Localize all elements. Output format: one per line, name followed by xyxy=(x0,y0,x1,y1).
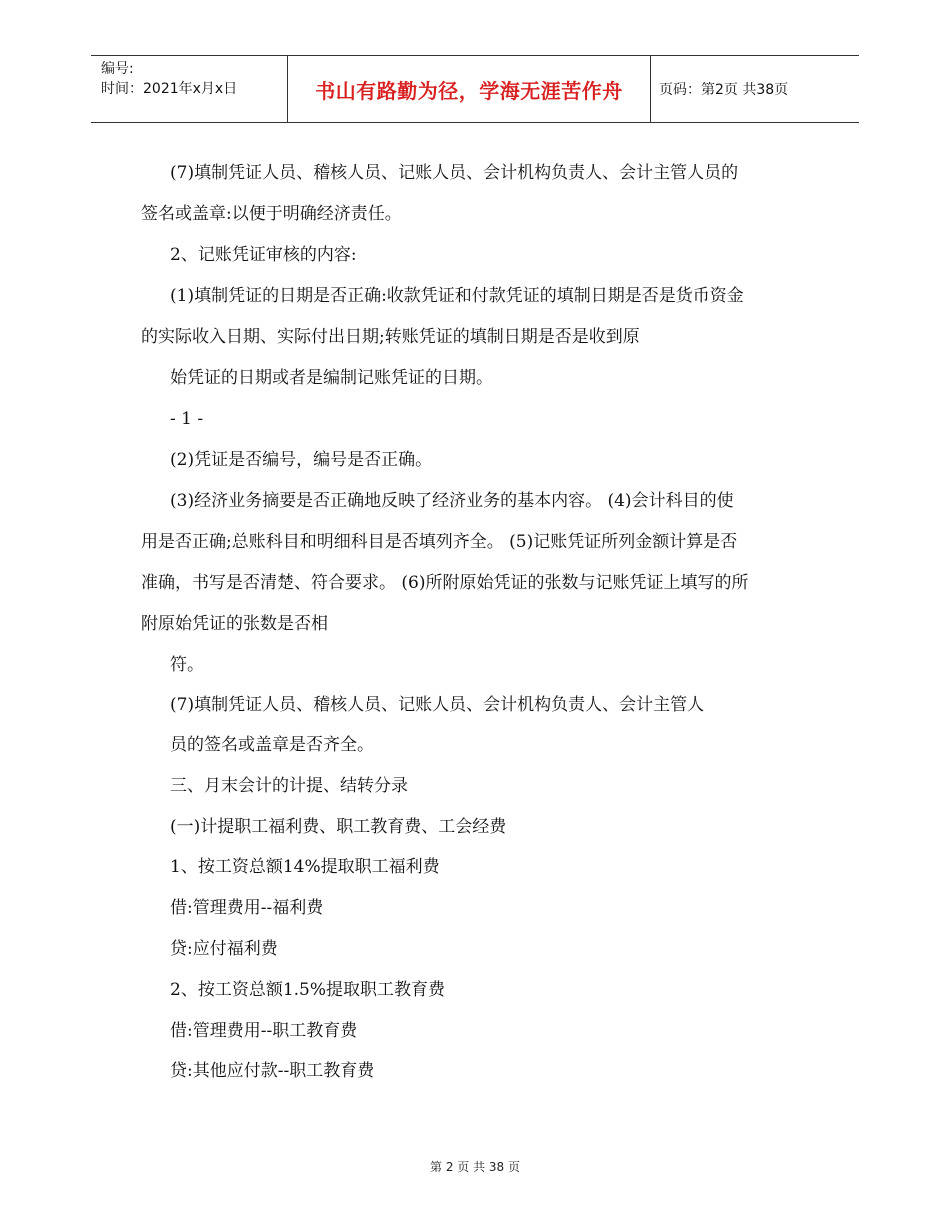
text-line: 1、按工资总额14%提取职工福利费 xyxy=(170,857,440,877)
header-meta xyxy=(101,59,237,99)
text-line: (7)填制凭证人员、稽核人员、记账人员、会计机构负责人、会计主管人员的 xyxy=(170,163,739,183)
text-line: 借:管理费用--福利费 xyxy=(170,898,324,918)
text-line: (2)凭证是否编号，编号是否正确。 xyxy=(170,450,433,470)
header-divider xyxy=(650,56,651,122)
page-footer: 第 2 页 共 38 页 xyxy=(430,1160,520,1174)
text-line: 2、记账凭证审核的内容: xyxy=(170,245,357,265)
text-line: 贷:应付福利费 xyxy=(170,939,278,959)
text-line: (3)经济业务摘要是否正确地反映了经济业务的基本内容。 (4)会计科目的使 xyxy=(170,491,734,511)
header-motto: 书山有路勤为径，学海无涯苦作舟 xyxy=(315,78,623,103)
text-line: 贷:其他应付款--职工教育费 xyxy=(170,1061,375,1081)
text-line: (7)填制凭证人员、稽核人员、记账人员、会计机构负责人、会计主管人 xyxy=(170,695,705,715)
text-line: 的实际收入日期、实际付出日期;转账凭证的填制日期是否是收到原 xyxy=(141,327,640,347)
text-line: 附原始凭证的张数是否相 xyxy=(141,614,328,634)
document-time: 时间：2021年x月x日 xyxy=(101,81,238,97)
header-page-info: 页码：第2页 共38页 xyxy=(659,82,789,98)
text-line: 签名或盖章:以便于明确经济责任。 xyxy=(141,204,402,224)
text-line: 借:管理费用--职工教育费 xyxy=(170,1021,358,1041)
document-code-label: 编号: xyxy=(101,61,134,77)
section-heading: 三、月末会计的计提、结转分录 xyxy=(170,776,408,796)
text-line: 始凭证的日期或者是编制记账凭证的日期。 xyxy=(170,368,493,388)
text-line: (1)填制凭证的日期是否正确:收款凭证和付款凭证的填制日期是否是货币资金 xyxy=(170,286,744,306)
page-marker: - 1 - xyxy=(170,409,204,429)
text-line: 员的签名或盖章是否齐全。 xyxy=(170,735,374,755)
text-line: 2、按工资总额1.5%提取职工教育费 xyxy=(170,980,446,1000)
text-line: 符。 xyxy=(170,655,204,675)
subsection-heading: (一)计提职工福利费、职工教育费、工会经费 xyxy=(170,817,507,837)
text-line: 准确，书写是否清楚、符合要求。 (6)所附原始凭证的张数与记账凭证上填写的所 xyxy=(141,573,749,593)
page-header xyxy=(91,55,859,123)
text-line: 用是否正确;总账科目和明细科目是否填列齐全。 (5)记账凭证所列金额计算是否 xyxy=(141,532,738,552)
